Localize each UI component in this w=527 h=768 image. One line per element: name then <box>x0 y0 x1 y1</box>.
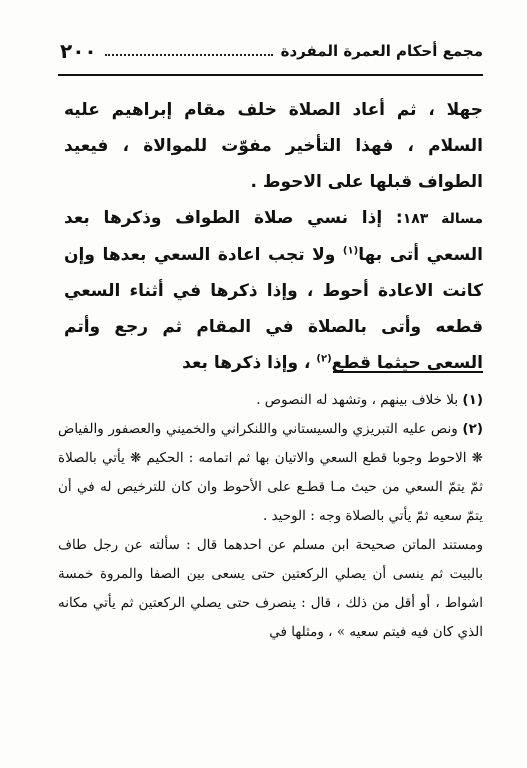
footnote-ref-2[interactable]: (٢) <box>316 353 332 365</box>
footnote-separator <box>333 371 483 373</box>
main-text <box>64 92 483 381</box>
header-rule <box>58 74 483 76</box>
footnote-1 <box>58 386 483 415</box>
issue-label: مسالة ١٨٣ <box>402 211 483 227</box>
footnote-ref-1[interactable]: (١) <box>342 245 359 257</box>
footnotes <box>58 386 483 647</box>
header-dots <box>105 54 273 56</box>
footnote-2-text: ونص عليه التبريزي والسيستاني واللنكراني والخميني والعصفور والفياض ❋ الاحوط وجوبا قطع السعي والاتيان بها ثم اتمامه : الحكيم ❋ يأتي بالصلاة ثمّ يتمّ السعي من حيث مـا قطـع على الأحوط وان كان للترخيص له في أن يتمّ سعيه ثمّ يأتي بالصلاة وجه : الوحيد . <box>58 421 483 524</box>
paragraph-2-part-b: ولا تجب اعادة السعي بعدها وإن كانت الاعادة أحوط ، وإذا ذكرها في أثناء السعي قطعه وأتى بالصلاة في المقام ثم رجع وأتم السعي حيثما قطع <box>64 245 483 373</box>
footnote-2-continuation: ومستند الماتن صحيحة ابن مسلم عن احدهما قال : سألته عن رجل طاف بالبيت ثم ينسى أن يصلي الركعتين حتى يسعى بين الصفا والمروة خمسة اشواط ، أو أقل من ذلك ، قال : ينصرف حتى يصلي الركعتين ثم يأتي مكانه الذي كان فيه فيتم سعيه » ، ومثلها في <box>58 537 483 640</box>
running-title: مجمع أحكام العمرة المفردة <box>280 42 483 60</box>
paragraph-2 <box>64 200 483 381</box>
footnote-1-number: (١) <box>462 392 483 408</box>
page-header <box>60 36 483 66</box>
paragraph-2-part-c: ، وإذا ذكرها بعد <box>182 353 317 373</box>
paragraph-1: جهلا ، ثم أعاد الصلاة خلف مقام إبراهيم عليه السلام ، فهذا التأخير مفوّت للموالاة ، فيعيد الطواف قبلها على الاحوط . <box>64 100 483 192</box>
paragraph-2-part-a: : إذا نسي صلاة الطواف وذكرها بعد السعي أتى بها <box>64 208 483 265</box>
footnote-2-number: (٢) <box>462 421 483 437</box>
footnote-1-text: بلا خلاف بينهم ، وتشهد له النصوص . <box>256 392 463 408</box>
page-number: ٢٠٠ <box>60 39 97 63</box>
footnote-2 <box>58 415 483 531</box>
